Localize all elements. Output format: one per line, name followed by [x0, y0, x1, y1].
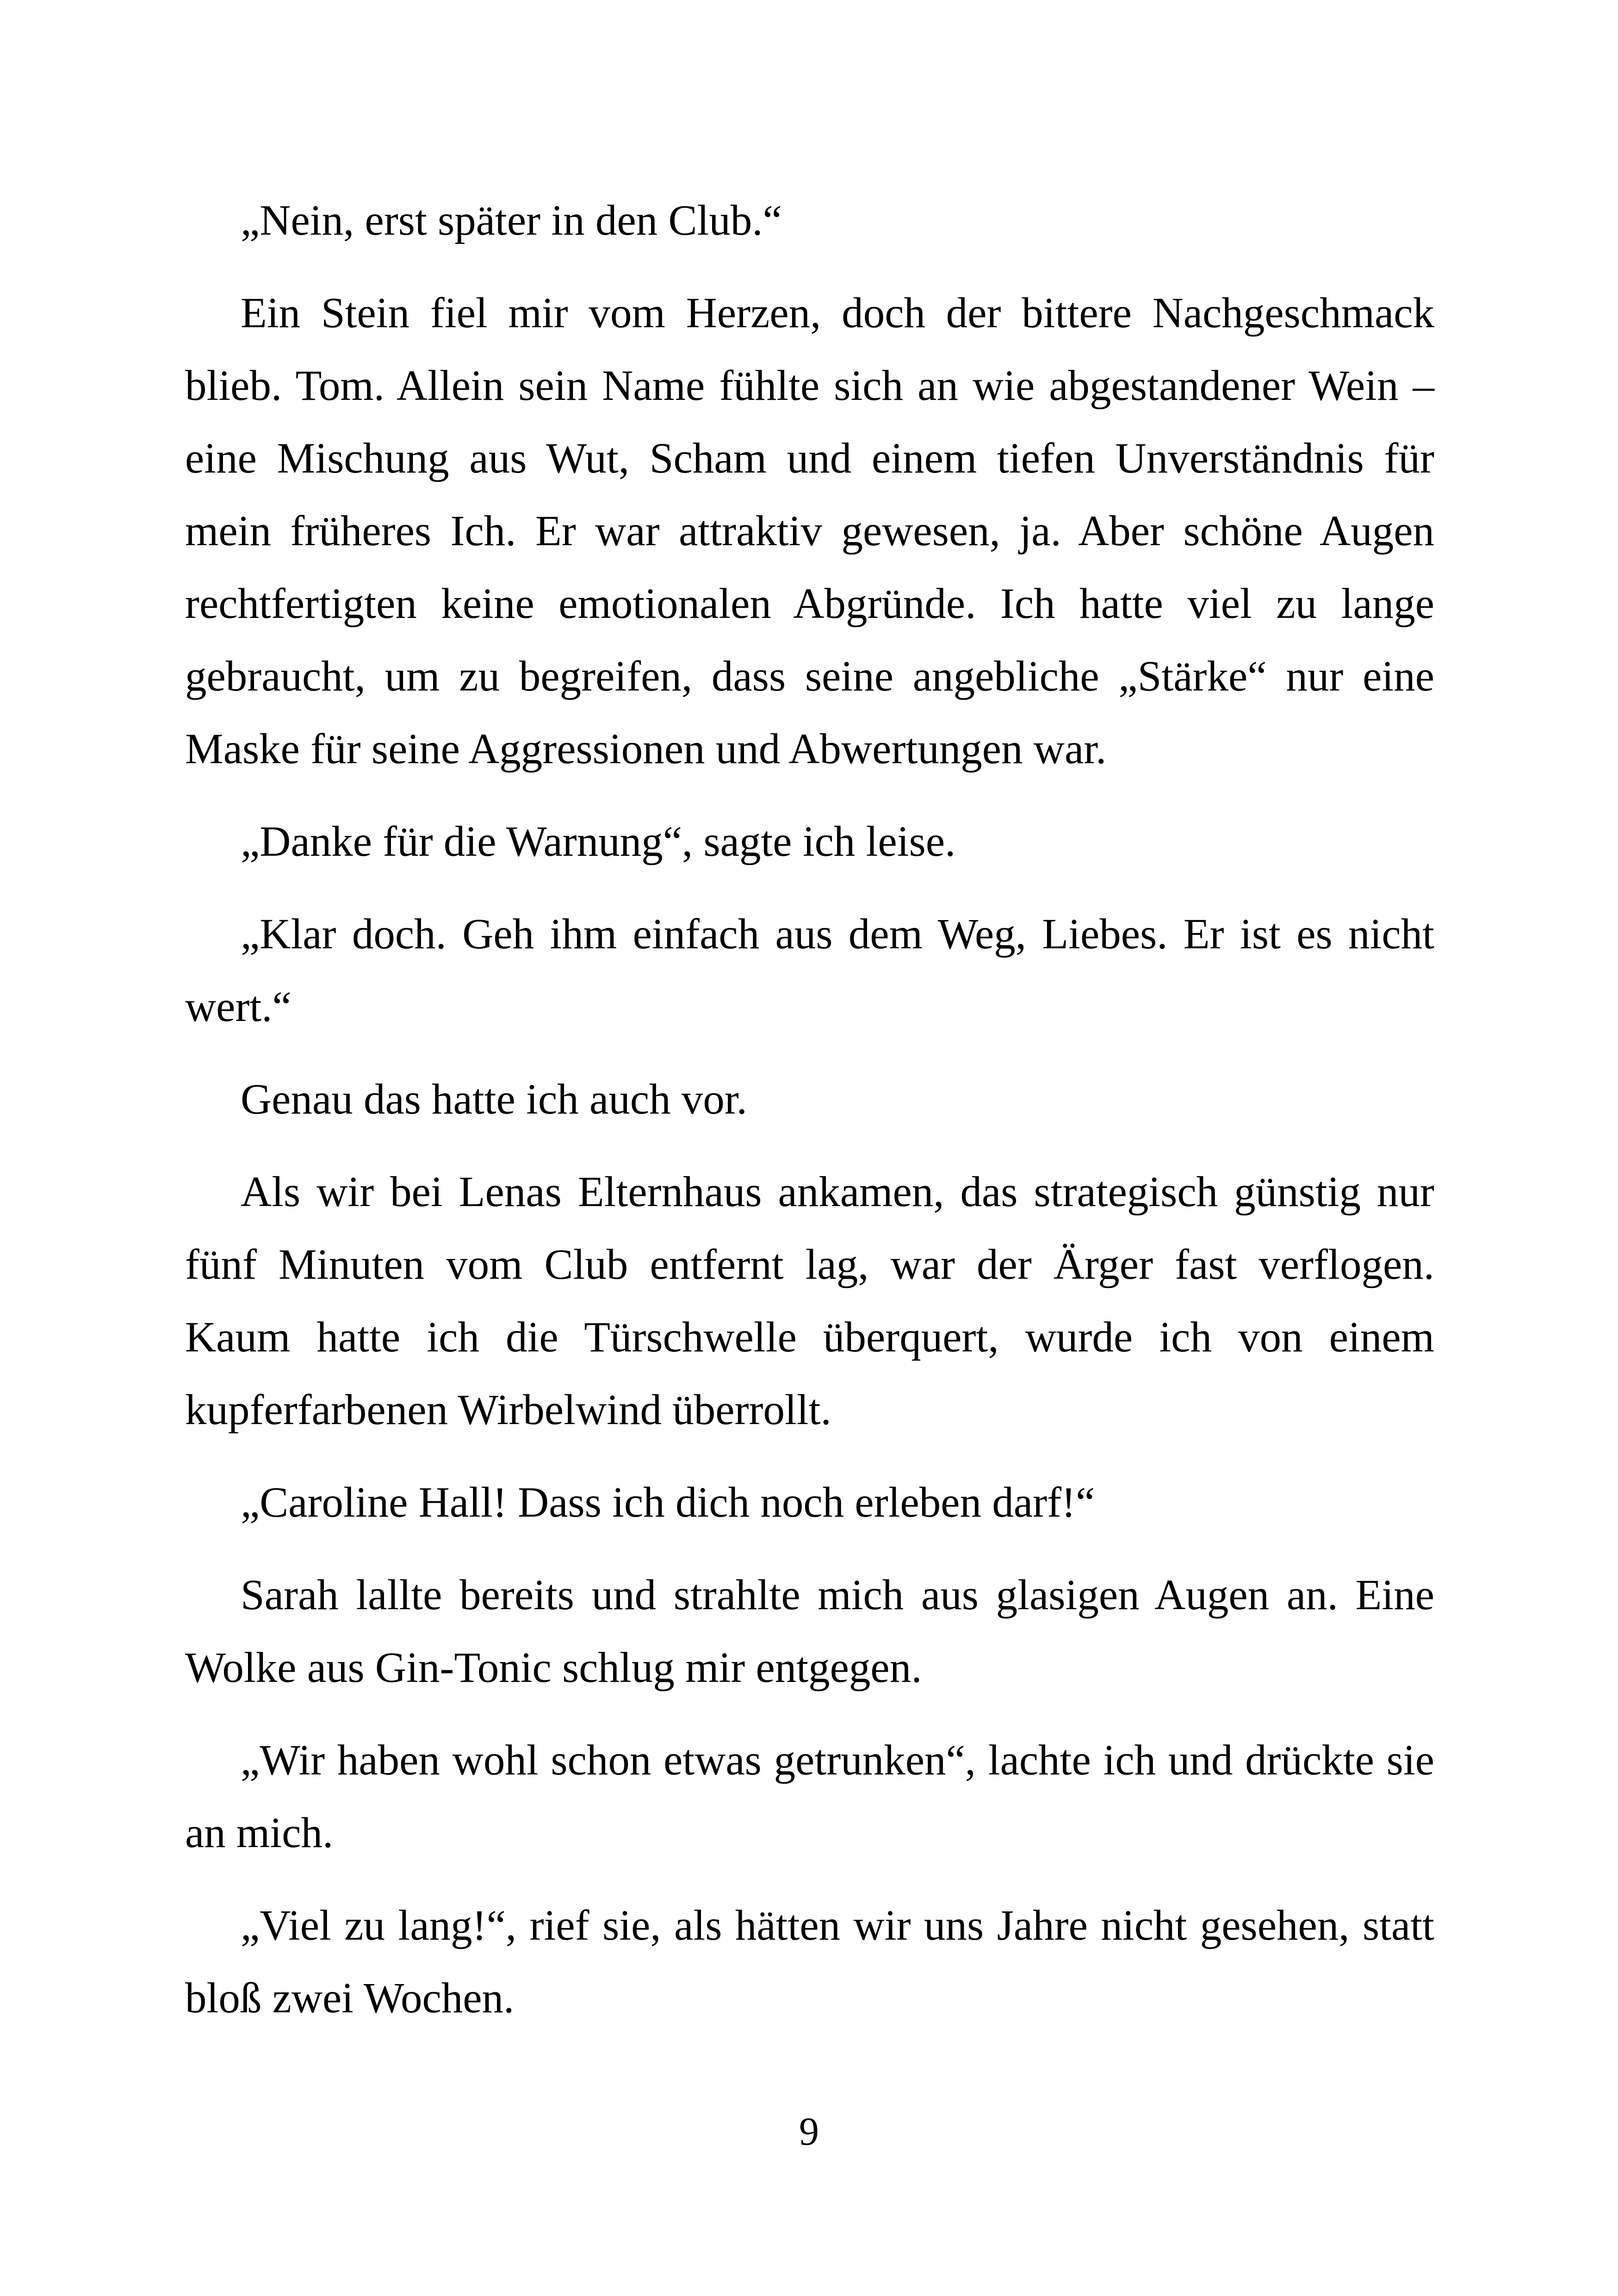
paragraph: „Danke für die Warnung“, sagte ich leise.: [241, 818, 956, 865]
paragraph: „Wir haben wohl schon etwas getrunken“, lachte ich und drückte sie an mich.: [185, 1736, 1434, 1857]
paragraph: Genau das hatte ich auch vor.: [241, 1076, 747, 1123]
paragraph: Sarah lallte bereits und strahlte mich aus glasigen Augen an. Eine Wolke aus Gin-Tonic schlug mir entgegen.: [185, 1571, 1434, 1692]
paragraph: Als wir bei Lenas Elternhaus ankamen, das strategisch günstig nur fünf Minuten vom Club entfernt lag, war der Ärger fast verflogen. Kaum hatte ich die Türschwelle überquert, wurde ich von einem kupferfarbenen Wirbelwind überrollt.: [185, 1168, 1434, 1434]
paragraph: „Caroline Hall! Dass ich dich noch erleben darf!“: [241, 1479, 1095, 1526]
paragraph: Ein Stein fiel mir vom Herzen, doch der bittere Nachgeschmack blieb. Tom. Allein sein Name fühlte sich an wie abgestandener Wein – eine Mischung aus Wut, Scham und einem tiefen Unverständnis für mein früheres Ich. Er war attraktiv gewesen, ja. Aber schöne Augen rechtfertigten keine emotionalen Abgründe. Ich hatte viel zu lange gebraucht, um zu begreifen, dass seine angebliche „Stärke“ nur eine Maske für seine Aggressionen und Abwertungen war.: [185, 289, 1434, 773]
paragraph: „Klar doch. Geh ihm einfach aus dem Weg, Liebes. Er ist es nicht wert.“: [185, 910, 1434, 1031]
body-text: [185, 184, 1434, 2054]
page-number: 9: [799, 2109, 819, 2153]
paragraph: „Nein, erst später in den Club.“: [241, 197, 782, 244]
paragraph: „Viel zu lang!“, rief sie, als hätten wir uns Jahre nicht gesehen, statt bloß zwei Wochen.: [185, 1902, 1434, 2022]
